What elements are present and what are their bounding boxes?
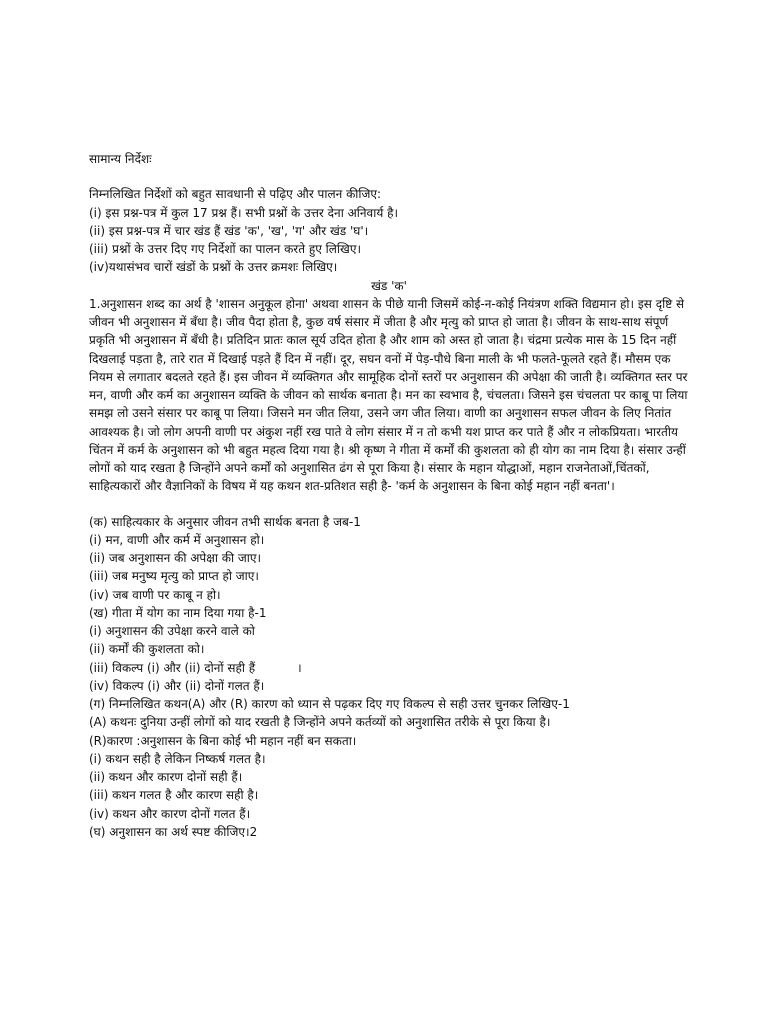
- instruction-item: (iv)यथासंभव चारों खंडों के प्रश्नों के उत्तर क्रमशः लिखिए।: [89, 260, 338, 275]
- question-line: (iv) कथन और कारण दोनों गलत हैं।: [89, 806, 251, 821]
- question-line: (ख) गीता में योग का नाम दिया गया है-1: [89, 605, 267, 620]
- spacer: [89, 496, 689, 513]
- question-line: (ii) जब अनुशासन की अपेक्षा की जाए।: [89, 551, 262, 565]
- question-line: (क) साहित्यकार के अनुसार जीवन तभी सार्थक बनता है जब-1: [89, 514, 361, 529]
- spacer: [89, 168, 689, 185]
- question-line: (घ) अनुशासन का अर्थ स्पष्ट कीजिए।2: [89, 824, 258, 839]
- question-line: (ii) कर्मों की कुशलता को।: [89, 642, 205, 657]
- question-line: (i) अनुशासन की उपेक्षा करने वाले को: [89, 624, 255, 638]
- instruction-item: (i) इस प्रश्न-पत्र में कुल 17 प्रश्न हैं। सभी प्रश्नों के उत्तर देना अनिवार्य है।: [89, 205, 399, 220]
- question-line: (i) कथन सही है लेकिन निष्कर्ष गलत है।: [89, 751, 266, 766]
- general-instructions-heading: सामान्य निर्देशः: [89, 152, 152, 166]
- question-line: (iii) जब मनुष्य मृत्यु को प्राप्त हो जाए।: [89, 569, 259, 584]
- question-line: (i) मन, वाणी और कर्म में अनुशासन हो।: [89, 532, 265, 547]
- instruction-item: (ii) इस प्रश्न-पत्र में चार खंड हैं खंड 'क', 'ख', 'ग' और खंड 'घ'।: [89, 223, 369, 238]
- question-line: (iv) विकल्प (i) और (ii) दोनों गलत हैं।: [89, 678, 265, 693]
- document-page: [89, 150, 689, 841]
- question-line: (R)कारण :अनुशासन के बिना कोई भी महान नहीं बन सकता।: [89, 733, 357, 748]
- passage-paragraph: 1.अनुशासन शब्द का अर्थ है 'शासन अनुकूल होना' अथवा शासन के पीछे यानी जिसमें कोई-न-कोई नियंत्रण शक्ति विद्यमान हो। इस दृष्टि से जीवन भी अनुशासन में बँधा है। जीव पैदा होता है, कुछ वर्ष संसार में जीता है और मृत्यु को प्राप्त हो जाता है। जीवन के साथ-साथ संपूर्ण प्रकृति भी अनुशासन में बँधी है। प्रतिदिन प्रातः काल सूर्य उदित होता है और शाम को अस्त हो जाता है। चंद्रमा प्रत्येक मास के 15 दिन नहीं दिखलाई पड़ता है, तारे रात में दिखाई पड़ते हैं दिन में नहीं। दूर, सघन वनों में पेड़-पौधे बिना माली के भी फलते-फूलते रहते हैं। मौसम एक नियम से लगातार बदलते रहते हैं। इस जीवन में व्यक्तिगत और सामूहिक दोनों स्तरों पर अनुशासन की अपेक्षा की जाती है। व्यक्तिगत स्तर पर मन, वाणी और कर्म का अनुशासन व्यक्ति के जीवन को सार्थक बनाता है। मन का स्वभाव है, चंचलता। जिसने इस चंचलता पर काबू पा लिया समझ लो उसने संसार पर काबू पा लिया। जिसने मन जीत लिया, उसने जग जीत लिया। वाणी का अनुशासन सफल जीवन के लिए नितांत आवश्यक है। जो लोग अपनी वाणी पर अंकुश नहीं रख पाते वे लोग संसार में न तो कभी यश प्राप्त कर पाते हैं और न लोकप्रियता। भारतीय चिंतन में कर्म के अनुशासन को भी बहुत महत्व दिया गया है। श्री कृष्ण ने गीता में कर्मों की कुशलता को ही योग का नाम दिया है। संसार उन्हीं लोगों को याद रखता है जिन्होंने अपने कर्मों को अनुशासित ढंग से पूरा किया है। संसार के महान योद्धाओं, महान राजनेताओं,चिंतकों, साहित्यकारों और वैज्ञानिकों के विषय में यह कथन शत-प्रतिशत सही है- 'कर्म के अनुशासन के बिना कोई महान नहीं बनता'।: [89, 296, 688, 494]
- question-line: (A) कथनः दुनिया उन्हीं लोगों को याद रखती है जिन्होंने अपने कर्तव्यों को अनुशासित तरीके से पूरा किया है।: [89, 715, 551, 730]
- instruction-item: (iii) प्रश्नों के उत्तर दिए गए निर्देशों का पालन करते हुए लिखिए।: [89, 242, 362, 256]
- question-line: (iii) विकल्प (i) और (ii) दोनों सही हैं ।: [89, 660, 302, 675]
- question-line: (ग) निम्नलिखित कथन(A) और (R) कारण को ध्यान से पढ़कर दिए गए विकल्प से सही उत्तर चुनकर लिखिए-1: [89, 697, 570, 711]
- question-list: [89, 513, 689, 842]
- instructions-intro: निम्नलिखित निर्देशों को बहुत सावधानी से पढ़िए और पालन कीजिए:: [89, 187, 382, 202]
- question-line: (iii) कथन गलत है और कारण सही है।: [89, 788, 259, 803]
- question-line: (iv) जब वाणी पर काबू न हो।: [89, 587, 221, 602]
- question-line: (ii) कथन और कारण दोनों सही हैं।: [89, 770, 243, 784]
- section-title: खंड 'क': [371, 278, 407, 293]
